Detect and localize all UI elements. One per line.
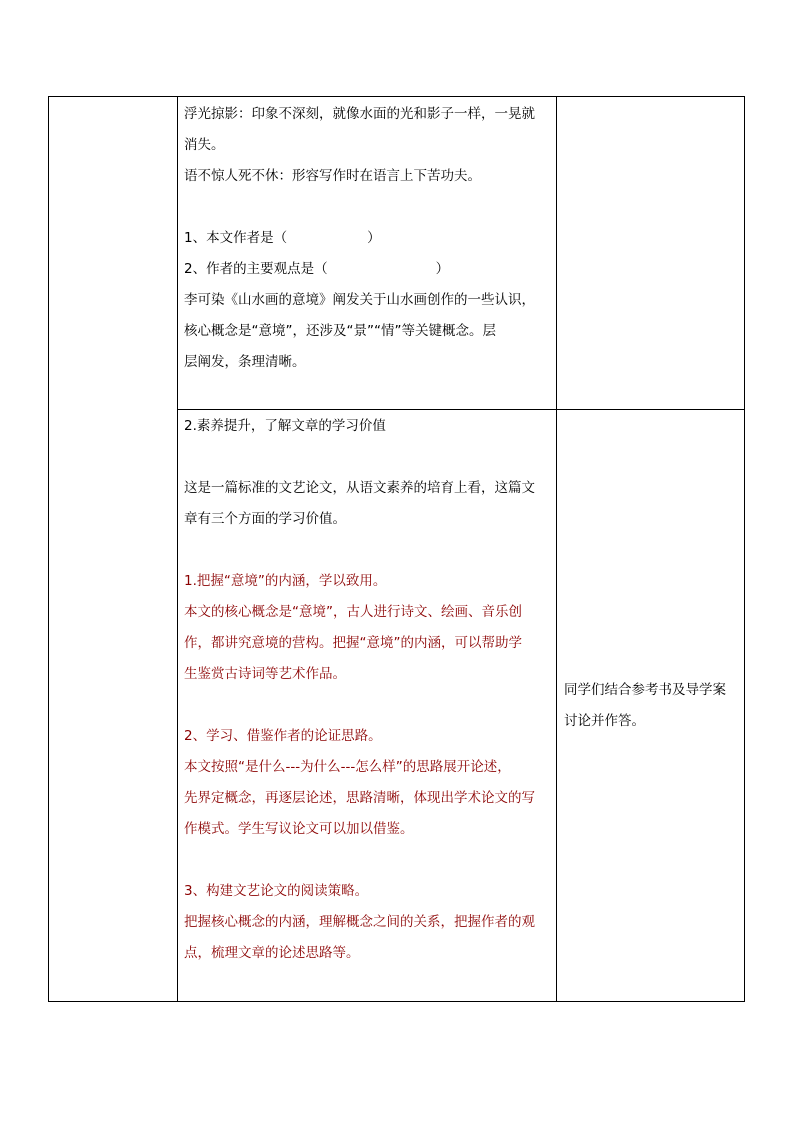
summary-line-2: 核心概念是“意境”，还涉及“景”“情”等关键概念。层 — [184, 323, 496, 339]
row1-content-cell — [184, 99, 554, 378]
point3-line-1: 把握核心概念的内涵，理解概念之间的关系，把握作者的观 — [184, 914, 535, 930]
summary-line-1: 李可染《山水画的意境》阐发关于山水画创作的一些认识， — [184, 292, 535, 308]
intro-line-2: 章有三个方面的学习价值。 — [184, 511, 346, 527]
point1-line-3: 生鉴赏古诗词等艺术作品。 — [184, 666, 346, 682]
activity-line-2: 讨论并作答。 — [564, 713, 645, 729]
question-1 — [184, 223, 554, 254]
point2-title: 2、学习、借鉴作者的论证思路。 — [184, 728, 382, 744]
row-divider — [177, 409, 744, 410]
question-2 — [184, 254, 554, 285]
column-divider-1 — [177, 97, 178, 1001]
summary-line-3: 层阐发，条理清晰。 — [184, 354, 306, 370]
point1-title: 1.把握“意境”的内涵，学以致用。 — [184, 573, 387, 589]
intro-line-1: 这是一篇标准的文艺论文，从语文素养的培育上看，这篇文 — [184, 480, 535, 496]
question-2-suffix: ） — [435, 261, 450, 277]
left-empty-cell — [49, 97, 177, 1001]
row2-content-cell — [184, 411, 554, 969]
point3-line-2: 点，梳理文章的论述思路等。 — [184, 945, 360, 961]
question-1-suffix: ） — [367, 230, 381, 246]
point2-line-1: 本文按照“是什么---为什么---怎么样”的思路展开论述， — [184, 759, 511, 775]
question-2-prefix: 2、作者的主要观点是（ — [184, 261, 328, 277]
idiom-line-3: 语不惊人死不休：形容写作时在语言上下苦功夫。 — [184, 168, 481, 184]
student-activity-cell — [564, 675, 744, 737]
question-1-prefix: 1、本文作者是（ — [184, 230, 288, 246]
point2-line-2: 先界定概念，再逐层论述，思路清晰，体现出学术论文的写 — [184, 790, 535, 806]
idiom-line-2: 消失。 — [184, 137, 225, 153]
lesson-table — [48, 96, 745, 1002]
point1-line-1: 本文的核心概念是“意境”，古人进行诗文、绘画、音乐创 — [184, 604, 522, 620]
section-heading: 2.素养提升，了解文章的学习价值 — [184, 418, 386, 434]
point2-line-3: 作模式。学生写议论文可以加以借鉴。 — [184, 821, 414, 837]
column-divider-2 — [556, 97, 557, 1001]
activity-line-1: 同学们结合参考书及导学案 — [564, 682, 726, 698]
point1-line-2: 作，都讲究意境的营构。把握“意境”的内涵，可以帮助学 — [184, 635, 522, 651]
idiom-line-1: 浮光掠影：印象不深刻，就像水面的光和影子一样，一晃就 — [184, 106, 535, 122]
point3-title: 3、构建文艺论文的阅读策略。 — [184, 883, 369, 899]
